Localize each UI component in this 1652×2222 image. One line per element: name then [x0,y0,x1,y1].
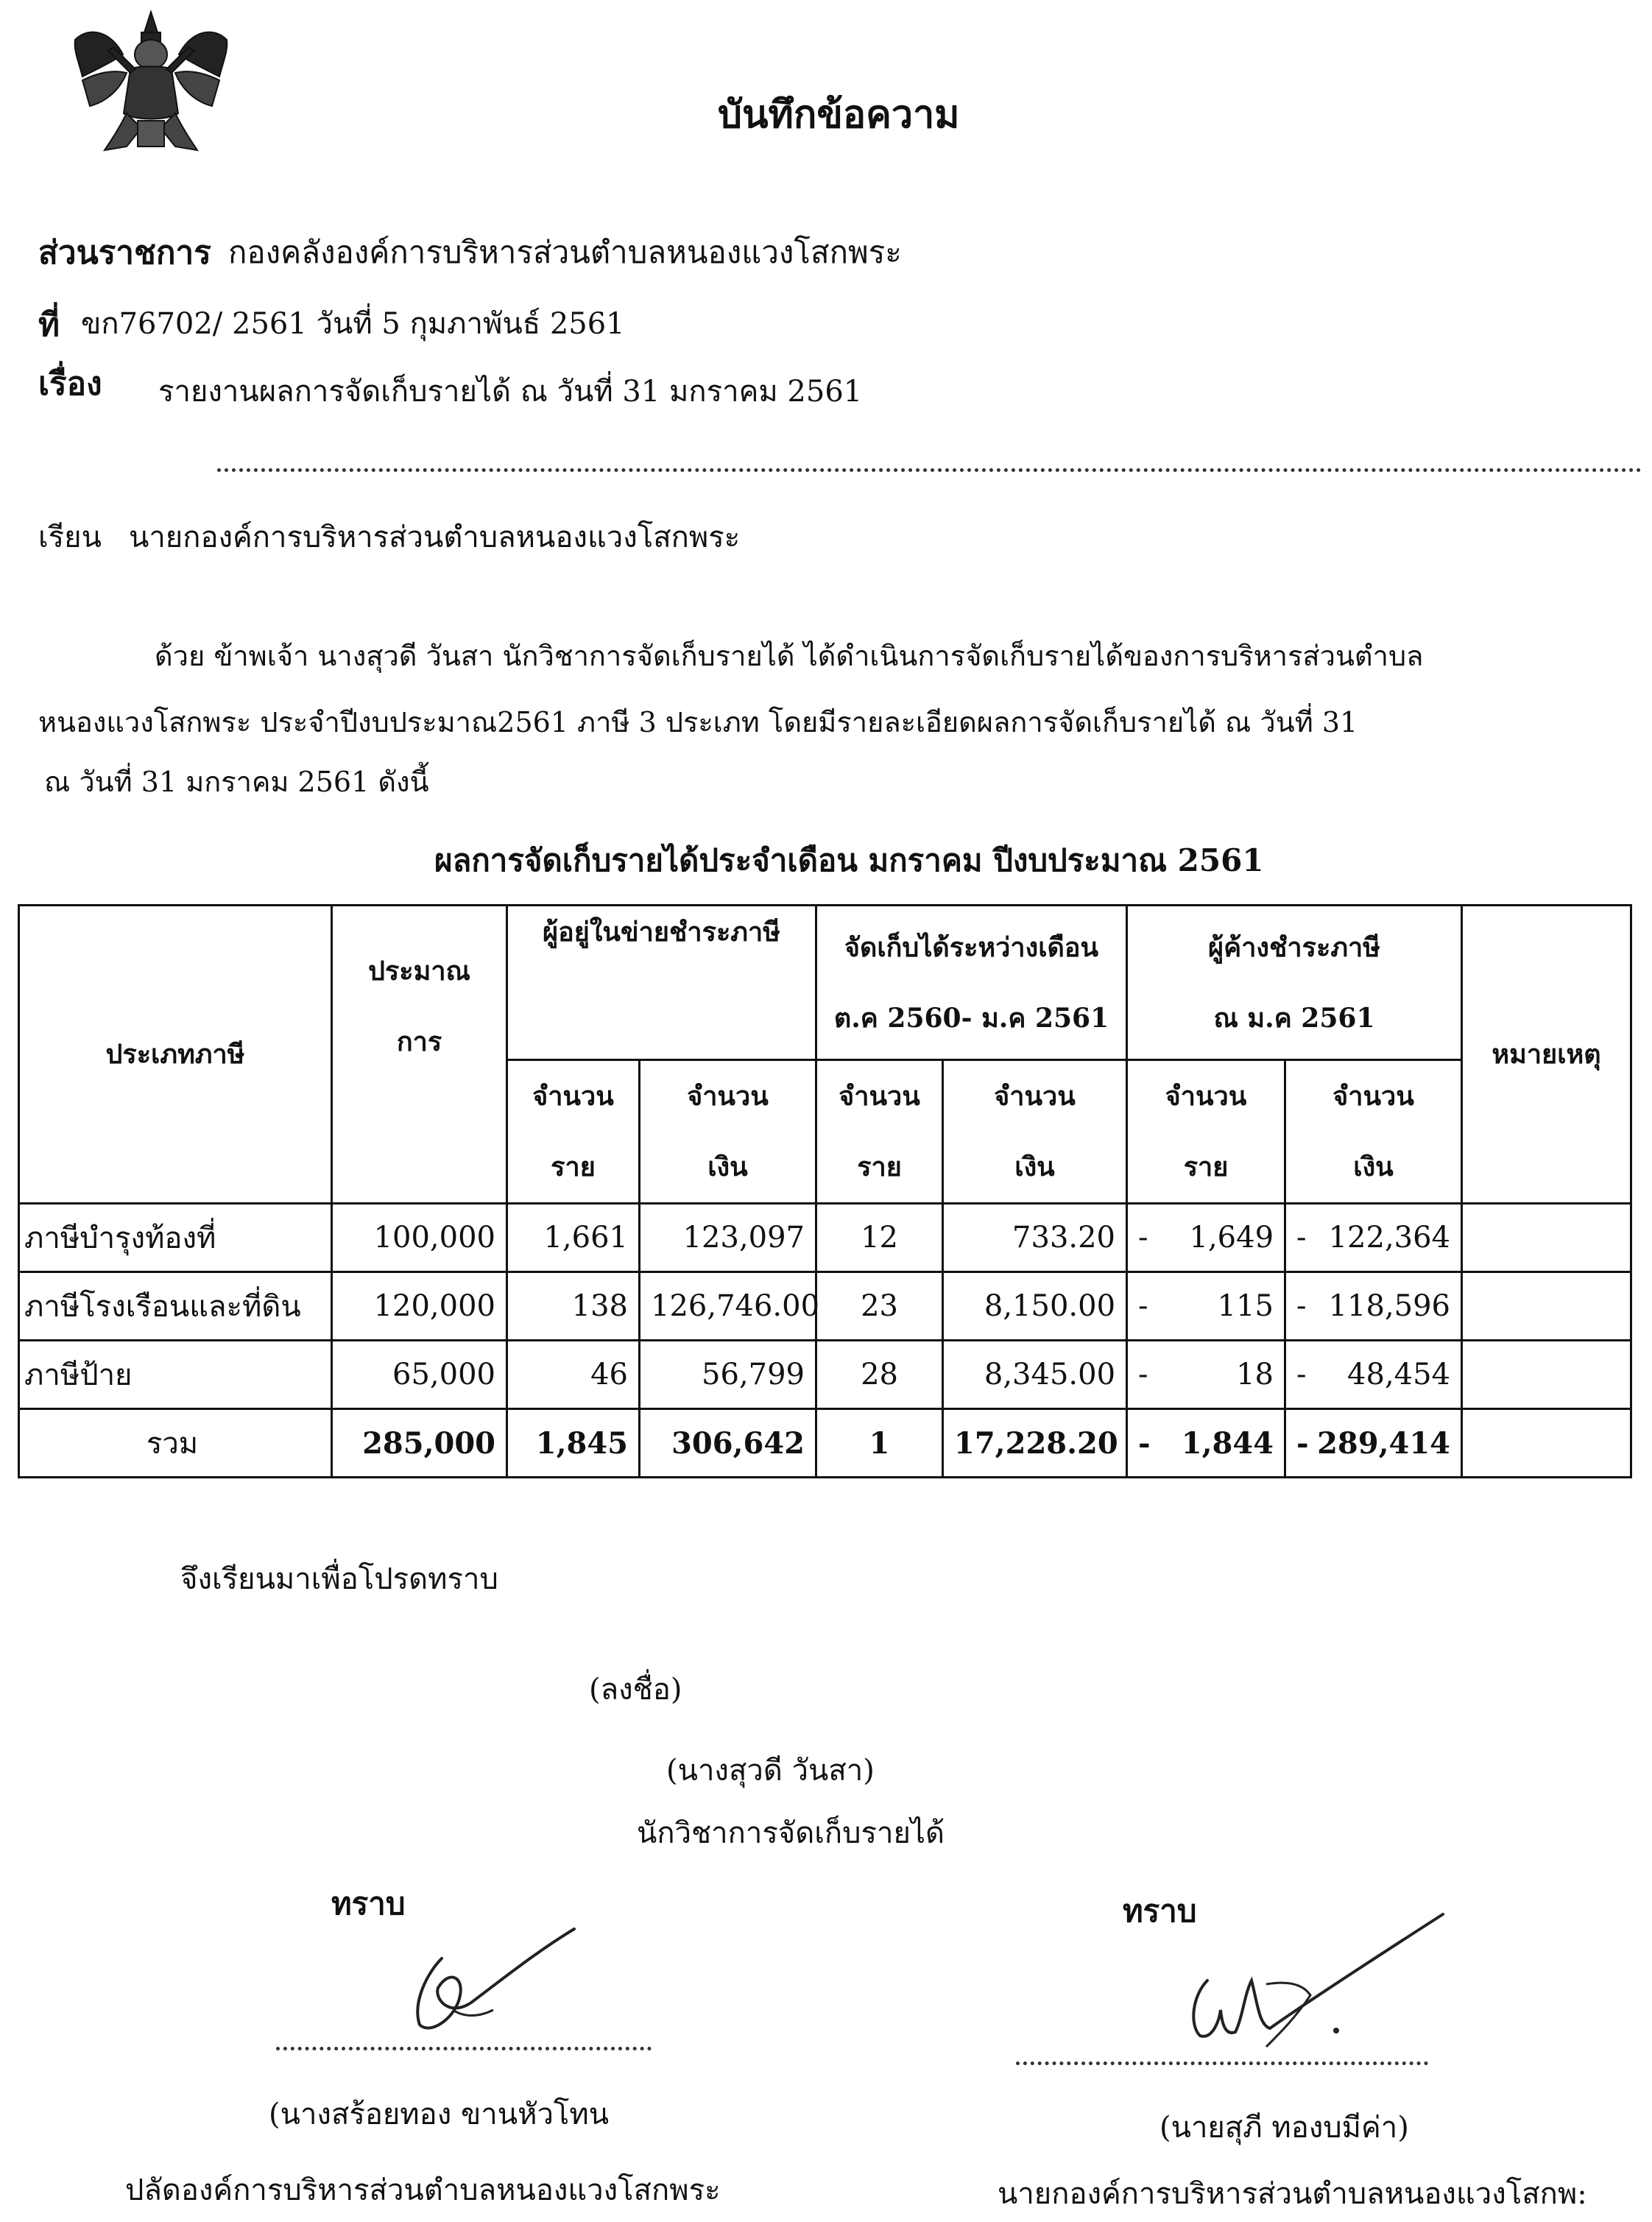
acknowledge-right-title: นายกองค์การบริหารส่วนตำบลหนองแวงโสกพ: [998,2177,1587,2211]
cell-estimate: 65,000 [332,1341,507,1409]
signature-line-right [1016,2061,1428,2065]
table-row [19,1341,1631,1409]
cell-total-outstanding-amount: - 289,414 [1285,1409,1462,1478]
table-row [19,1204,1631,1272]
separator-dotted-line [217,468,1642,472]
header-tax-type: ประเภทภาษี [19,906,332,1204]
cell-total-net-amount: 306,642 [640,1409,816,1478]
body-paragraph-line-2: หนองแวงโสกพระ ประจำปีงบประมาณ2561 ภาษี 3 ประเภท โดยมีรายละเอียดผลการจัดเก็บรายได้ ณ วันที่ 31 [38,706,1358,738]
cell-collected-amount: 8,150.00 [943,1272,1127,1341]
body-paragraph-line-3: ณ วันที่ 31 มกราคม 2561 ดังนี้ [44,766,429,798]
cell-estimate: 100,000 [332,1204,507,1272]
to-value: นายกองค์การบริหารส่วนตำบลหนองแวงโสกพระ [129,521,741,554]
ref-label: ที่ [38,306,60,344]
body-paragraph-line-1: ด้วย ข้าพเจ้า นางสุวดี วันสา นักวิชาการจัดเก็บรายได้ ได้ดำเนินการจัดเก็บรายได้ของการบริหารส่วนตำบล [155,640,1424,672]
table-header-row [19,906,1631,1060]
acknowledge-left-title: ปลัดองค์การบริหารส่วนตำบลหนองแวงโสกพระ [125,2173,721,2207]
signature-right [1148,1900,1458,2069]
signer-title: นักวิชาการจัดเก็บรายได้ [637,1816,945,1850]
cell-outstanding-count: - 1,649 [1127,1204,1285,1272]
cell-total-net-count: 1,845 [507,1409,640,1478]
subheader-count: จำนวน ราย [1127,1060,1285,1204]
cell-tax-name: ภาษีโรงเรือนและที่ดิน [19,1272,332,1341]
subheader-count: จำนวน ราย [507,1060,640,1204]
cell-outstanding-count: - 115 [1127,1272,1285,1341]
acknowledge-right-name: (นายสุภี ทองบมีค่า) [1159,2111,1409,2145]
cell-total-remark [1462,1409,1631,1478]
cell-collected-count: 23 [816,1272,943,1341]
header-remark: หมายเหตุ [1462,906,1631,1204]
cell-outstanding-count: - 18 [1127,1341,1285,1409]
acknowledge-left-label: ทราบ [331,1886,406,1922]
cell-net-amount: 126,746.00 [640,1272,816,1341]
cell-net-amount: 56,799 [640,1341,816,1409]
cell-collected-amount: 8,345.00 [943,1341,1127,1409]
tax-collection-table [18,904,1632,1478]
agency-label: ส่วนราชการ [38,234,211,272]
signature-line-left [276,2047,652,2050]
subject-label: เรื่อง [38,365,102,403]
signer-name: (นางสุวดี วันสา) [666,1754,875,1788]
cell-total-label: รวม [19,1409,332,1478]
cell-total-outstanding-count: - 1,844 [1127,1409,1285,1478]
subheader-amount: จำนวน เงิน [640,1060,816,1204]
cell-net-amount: 123,097 [640,1204,816,1272]
signed-label: (ลงชื่อ) [589,1673,682,1707]
cell-net-count: 46 [507,1341,640,1409]
cell-remark [1462,1272,1631,1341]
subheader-amount: จำนวน เงิน [943,1060,1127,1204]
table-title: ผลการจัดเก็บรายได้ประจำเดือน มกราคม ปีงบประมาณ 2561 [434,842,1264,878]
cell-collected-count: 28 [816,1341,943,1409]
cell-outstanding-amount: - 118,596 [1285,1272,1462,1341]
cell-net-count: 1,661 [507,1204,640,1272]
header-collected: จัดเก็บได้ระหว่างเดือน ต.ค 2560- ม.ค 2561 [816,906,1127,1060]
cell-remark [1462,1204,1631,1272]
header-in-network: ผู้อยู่ในข่ายชำระภาษี [507,906,816,1060]
table-total-row [19,1409,1631,1478]
to-label: เรียน [38,521,102,554]
cell-collected-amount: 733.20 [943,1204,1127,1272]
cell-total-estimate: 285,000 [332,1409,507,1478]
memo-title: บันทึกข้อความ [718,92,960,137]
table-row [19,1272,1631,1341]
acknowledge-right-label: ทราบ [1123,1893,1197,1929]
cell-tax-name: ภาษีป้าย [19,1341,332,1409]
garuda-emblem-icon [68,10,234,158]
subheader-amount: จำนวน เงิน [1285,1060,1462,1204]
agency-value: กองคลังองค์การบริหารส่วนตำบลหนองแวงโสกพระ [228,234,902,270]
cell-total-collected-amount: 17,228.20 [943,1409,1127,1478]
ref-value: ขก76702/ 2561 วันที่ 5 กุมภาพันธ์ 2561 [81,307,625,341]
cell-estimate: 120,000 [332,1272,507,1341]
cell-tax-name: ภาษีบำรุงท้องที่ [19,1204,332,1272]
header-outstanding: ผู้ค้างชำระภาษี ณ ม.ค 2561 [1127,906,1462,1060]
subject-value: รายงานผลการจัดเก็บรายได้ ณ วันที่ 31 มกราคม 2561 [158,375,863,409]
subheader-count: จำนวน ราย [816,1060,943,1204]
cell-outstanding-amount: - 48,454 [1285,1341,1462,1409]
cell-remark [1462,1341,1631,1409]
cell-collected-count: 12 [816,1204,943,1272]
cell-total-collected-count: 1 [816,1409,943,1478]
closing-line: จึงเรียนมาเพื่อโปรดทราบ [180,1562,498,1596]
cell-net-count: 138 [507,1272,640,1341]
acknowledge-left-name: (นางสร้อยทอง ขานหัวโทน [269,2098,610,2131]
header-estimate: ประมาณ การ [332,906,507,1204]
signature-left [398,1907,589,2054]
cell-outstanding-amount: - 122,364 [1285,1204,1462,1272]
